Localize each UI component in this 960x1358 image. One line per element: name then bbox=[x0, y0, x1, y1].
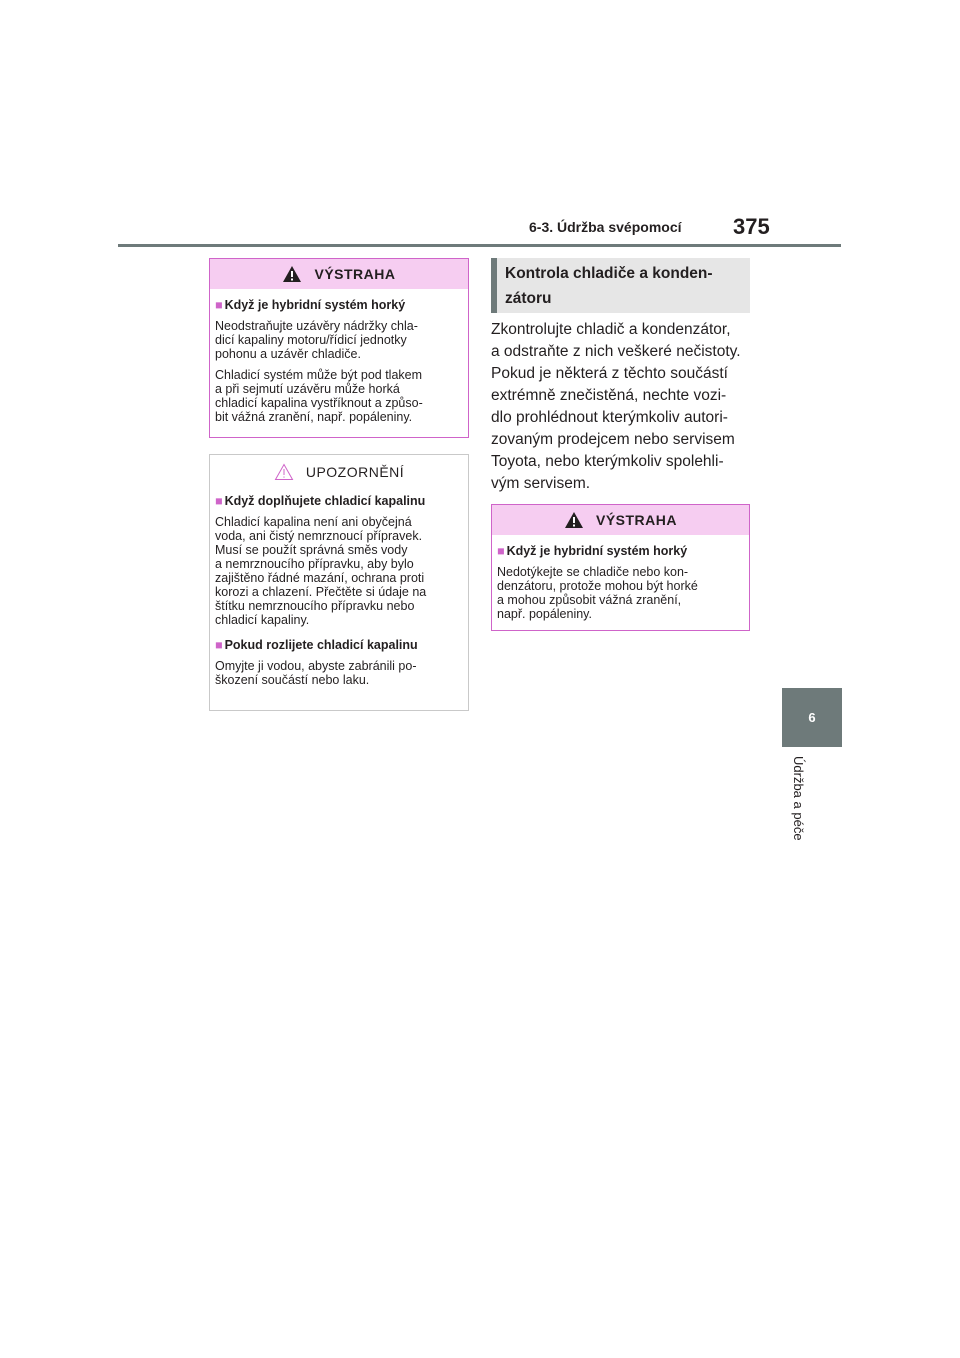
warning-paragraph: Chladicí systém může být pod tlakem a při sejmutí uzávěru může horká chladicí kapalina vystříknout a způso- bit vážná zranění, např. popáleniny. bbox=[215, 368, 423, 424]
caution-subheading-text: Pokud rozlijete chladicí kapalinu bbox=[224, 638, 418, 652]
warning-subheading-text: Když je hybridní systém horký bbox=[224, 298, 406, 312]
page-number: 375 bbox=[733, 214, 770, 239]
warning-box-header bbox=[492, 505, 749, 535]
chapter-tab bbox=[782, 688, 842, 747]
magenta-square-bullet-icon: ■ bbox=[215, 494, 223, 508]
warning-box-title: VÝSTRAHA bbox=[314, 266, 396, 282]
caution-triangle-outline-icon bbox=[274, 463, 294, 481]
caution-paragraph: Omyjte ji vodou, abyste zabránili po- škození součástí nebo laku. bbox=[215, 659, 417, 687]
header-rule bbox=[118, 244, 841, 247]
warning-box-header bbox=[210, 259, 468, 289]
chapter-number: 6 bbox=[808, 710, 816, 725]
warning-subheading bbox=[215, 297, 462, 313]
magenta-square-bullet-icon: ■ bbox=[215, 298, 223, 312]
running-header-section: 6-3. Údržba svépomocí bbox=[529, 219, 682, 235]
warning-subheading bbox=[497, 543, 743, 559]
caution-subheading-text: Když doplňujete chladicí kapalinu bbox=[224, 494, 426, 508]
chapter-title: Údržba a péče bbox=[791, 756, 806, 841]
warning-paragraph: Neodstraňujte uzávěry nádržky chla- dicí kapaliny motoru/řídicí jednotky pohonu a uzávěr chladiče. bbox=[215, 319, 418, 361]
caution-box-title: UPOZORNĚNÍ bbox=[305, 464, 405, 480]
caution-box-coolant bbox=[209, 454, 469, 711]
warning-triangle-filled-icon bbox=[282, 265, 302, 283]
warning-subheading-text: Když je hybridní systém horký bbox=[506, 544, 688, 558]
caution-box-body bbox=[210, 493, 468, 702]
caution-subheading bbox=[215, 493, 462, 509]
caution-subheading bbox=[215, 637, 462, 653]
warning-box-hot-radiator bbox=[491, 504, 750, 631]
warning-box-body bbox=[210, 289, 468, 439]
section-heading: Kontrola chladiče a konden- zátoru bbox=[491, 258, 750, 313]
magenta-square-bullet-icon: ■ bbox=[215, 638, 223, 652]
caution-box-header bbox=[210, 455, 468, 489]
warning-triangle-filled-icon bbox=[564, 511, 584, 529]
section-body-text: Zkontrolujte chladič a kondenzátor, a odstraňte z nich veškeré nečistoty. Pokud je některá z těchto součástí extrémně znečistěná, nechte vozi- dlo prohlédnout kterýmkoliv autori- zovaným prodejcem nebo servisem Toyota, nebo kterýmkoliv spolehli- vým servisem. bbox=[491, 321, 741, 492]
warning-paragraph: Nedotýkejte se chladiče nebo kon- denzátoru, protože mohou být horké a mohou způsobit vážná zranění, např. popáleniny. bbox=[497, 565, 698, 621]
warning-box-title: VÝSTRAHA bbox=[595, 512, 677, 528]
warning-box-hot-system bbox=[209, 258, 469, 438]
magenta-square-bullet-icon: ■ bbox=[497, 544, 505, 558]
caution-paragraph: Chladicí kapalina není ani obyčejná voda, ani čistý nemrznoucí přípravek. Musí se použít správná směs vody a nemrznoucího přípravku, aby bylo zajištěno řádné mazání, ochrana proti korozi a chlazení. Přečtěte si údaje na štítku nemrznoucího přípravku nebo chladicí kapaliny. bbox=[215, 515, 427, 627]
warning-box-body bbox=[492, 535, 749, 636]
